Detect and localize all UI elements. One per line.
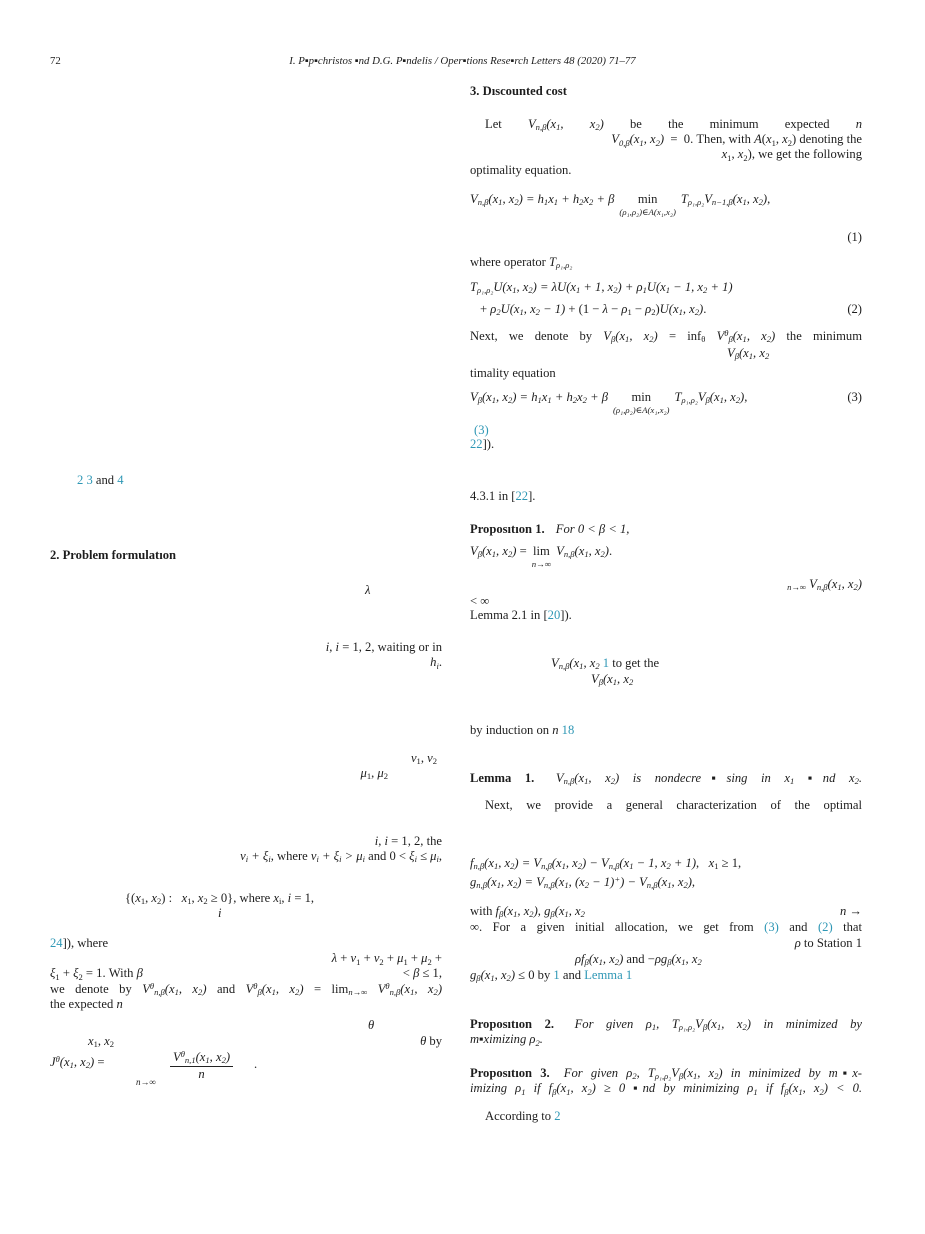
waiting-line-1: i, i = 1, 2, waiting or in bbox=[325, 640, 442, 654]
xi-beta-line bbox=[50, 966, 442, 981]
section-431-line bbox=[470, 489, 535, 504]
lemma-1-text: $V_{n,\beta}(x_1$, $x_2$) is nondecre▪sing in $x_1$ ▪nd $x_2$. bbox=[555, 771, 862, 787]
equation-3-inline-link[interactable]: (3) bbox=[764, 920, 779, 934]
xi-condition-fragment: $\nu_i + \xi_i$, where $\nu_i + \xi_i > \mu_i$ and $0 < \xi_i \le \mu_i$, bbox=[240, 849, 442, 865]
i12-fragment: i, i = 1, 2, the bbox=[374, 834, 442, 848]
proposition-3-text: For given $\rho_2$, $T_{\rho_1,\rho_2}V_\beta(x_1$, $x_2$) in minimized by m▪x- bbox=[563, 1066, 862, 1082]
theta-fragment: θ bbox=[368, 1018, 375, 1032]
section-2-heading: 2. Problem formulatıon bbox=[50, 548, 177, 562]
discounted-cost-intro-paragraph bbox=[470, 117, 862, 178]
j-equation-limit-subscript: n→∞ bbox=[136, 1077, 156, 1087]
equation-2-inline-link[interactable]: (2) bbox=[817, 920, 833, 934]
nu-fragment: $\nu_1$, $\nu_2$ bbox=[410, 751, 437, 767]
lemma-21-pre: Lemma 2.1 in [ bbox=[470, 608, 548, 622]
rho-station-line: ρ to Station 1 bbox=[794, 936, 862, 950]
intro-line-2: $V_{0,\beta}(x_1$, $x_2$) = 0. Then, with $A(x_1$, $x_2$) denoting the bbox=[611, 132, 862, 148]
min-label: min bbox=[631, 390, 652, 404]
proposition-3-line-1 bbox=[470, 1066, 862, 1081]
f-definition-equation: $f_{n,\beta}(x_1$, $x_2) = V_{n,\beta}(x_1$, $x_2) - V_{n,\beta}(x_1 - 1$, $x_2 + 1$), $x_1 \ge 1$, bbox=[470, 856, 742, 872]
theta-by-fragment: θ by bbox=[420, 1034, 442, 1048]
with-fg-left: with $f_\beta(x_1$, $x_2$), $g_\beta(x_1$, $x_2$ bbox=[470, 904, 585, 920]
section-431-pre: 4.3.1 in [ bbox=[470, 489, 516, 503]
average-cost-equation bbox=[50, 1049, 320, 1097]
expected-line: the expected n bbox=[50, 996, 123, 1011]
induction-line bbox=[470, 723, 574, 738]
allocation-text-1: ∞. For a given initial allocation, we get from bbox=[470, 920, 765, 934]
intro-line-4: optimality equation. bbox=[470, 162, 572, 177]
section-3-heading: 3. Dıscounted cost bbox=[470, 84, 567, 98]
g-definition-equation: $g_{n,\beta}(x_1$, $x_2) = V_{n,\beta}(x_1$, $(x_2 - 1)^+) - V_{n,\beta}(x_1$, $x_2$), bbox=[470, 874, 696, 891]
j-equation-lhs: $J^\theta(x_1$, $x_2$) = bbox=[50, 1054, 105, 1071]
reference-link-20[interactable]: 20 bbox=[547, 608, 561, 622]
equation-3-number: (3) bbox=[847, 390, 862, 404]
according-to-line bbox=[470, 1109, 561, 1124]
equation-3 bbox=[470, 390, 862, 414]
equation-3-reference-link[interactable]: (3) bbox=[474, 423, 489, 437]
equation-1-min-operator bbox=[619, 193, 676, 216]
allocation-paragraph bbox=[470, 903, 862, 983]
j-equation-fraction bbox=[170, 1050, 233, 1081]
gbeta-text-1: $g_\beta(x_1$, $x_2) \le 0$ by bbox=[470, 968, 554, 984]
reference-link-22b[interactable]: 22 bbox=[515, 489, 529, 503]
waiting-fragment bbox=[50, 640, 442, 670]
proposition-1-text: For 0 < β < 1, bbox=[555, 522, 630, 536]
gbeta-text-2: and bbox=[559, 968, 585, 982]
section-431-post: ]. bbox=[528, 489, 536, 503]
equation-1-rhs: $T_{\rho_1,\rho_2}V_{n-1,\beta}(x_1$, $x_2$), bbox=[680, 192, 771, 208]
lemma-21-reference-line bbox=[470, 608, 572, 623]
equation-2-continuation: + $\rho_2U(x_1$, $x_2 - 1) + (1 - \lambda - \rho_1 - \rho_2)U(x_1$, $x_2$). bbox=[480, 302, 707, 318]
limit-operator bbox=[532, 545, 551, 568]
x1x2-theta-line bbox=[50, 1034, 442, 1049]
xi-beta-left: $\xi_1 + \xi_2 = 1$. With β bbox=[50, 966, 143, 982]
running-head: I. P▪p▪christos ▪nd D.G. P▪ndelis / Oper▪tions Rese▪rch Letters 48 (2020) 71–77 bbox=[289, 55, 636, 67]
x1x2-fragment: $x_1$, $x_2$ bbox=[88, 1034, 115, 1050]
proposition-2-text: For given $\rho_1$, $T_{\rho_1,\rho_2}V_\beta(x_1$, $x_2$) in minimized by bbox=[574, 1017, 863, 1033]
min-subscript: (ρ₁,ρ₂)∈A(x₁,x₂) bbox=[613, 404, 670, 415]
timality-fragment: timality equation bbox=[470, 366, 556, 380]
min-label: min bbox=[637, 192, 658, 206]
xi-beta-right: < β ≤ 1, bbox=[402, 966, 442, 981]
ref-22-rest: ]). bbox=[482, 437, 495, 451]
lemma-1-label: Lemma 1. bbox=[470, 771, 535, 785]
reference-link-3[interactable]: 3 bbox=[86, 473, 93, 487]
denote-vbeta-line: Next, we denote by $V_\beta(x_1$, $x_2) = inf_\theta$ $V^\theta_\beta(x_1$, $x_2$) the minimum bbox=[470, 328, 862, 345]
proposition-2-line-2: m▪ximizing $\rho_2$. bbox=[470, 1032, 543, 1048]
reference-link-1b[interactable]: 1 bbox=[553, 968, 560, 982]
min-subscript: (ρ₁,ρ₂)∈A(x₁,x₂) bbox=[619, 206, 676, 217]
equation-2-line-1: $T_{\rho_1,\rho_2}U(x_1$, $x_2) = \lambda U(x_1 + 1$, $x_2) + \rho_1U(x_1 - 1$, $x_2 + 1$) bbox=[470, 280, 733, 296]
proposition-2 bbox=[470, 1017, 862, 1047]
rho-fg-line: $\rho f_\beta(x_1$, $x_2$) and $-\rho g_\beta(x_1$, $x_2$ bbox=[575, 952, 702, 968]
equation-3-rhs: $T_{\rho_1,\rho_2}V_\beta(x_1$, $x_2$), bbox=[674, 390, 748, 406]
waiting-line-2: $h_i$. bbox=[430, 655, 442, 671]
equation-1-lhs: $V_{n,\beta}(x_1$, $x_2) = h_1x_1 + h_2x_2 + \beta$ bbox=[470, 192, 615, 208]
proposition-2-label: Proposıtıon 2. bbox=[470, 1017, 555, 1031]
equation-3-lhs: $V_\beta(x_1$, $x_2) = h_1x_1 + h_2x_2 + \beta$ bbox=[470, 390, 608, 406]
reference-link-2b[interactable]: 2 bbox=[554, 1109, 561, 1123]
lemma-21-post: ]). bbox=[560, 608, 572, 622]
reference-link-24[interactable]: 24 bbox=[50, 936, 63, 950]
j-equation-period: . bbox=[254, 1057, 258, 1071]
denote-line: we denote by $V^\theta_{n,\beta}(x_1$, $x_2$) and $V^\theta_\beta(x_1$, $x_2) = \lim_{n\to\infty} V^\theta_{n,\beta}(x_1$, $x_2$) bbox=[50, 980, 443, 997]
j-fraction-denominator: n bbox=[198, 1067, 205, 1081]
prop1-equation-lhs: $V_\beta(x_1$, $x_2$) = bbox=[470, 544, 527, 560]
allocation-text-3: that bbox=[832, 920, 862, 934]
proposition-1-label: Proposıtıon 1. bbox=[470, 522, 545, 536]
vbeta-fragment: $V_\beta(x_1$, $x_2$ bbox=[727, 346, 770, 362]
initial-allocation-line bbox=[470, 919, 862, 935]
proposition-2-line-1 bbox=[470, 1017, 862, 1032]
reference-link-4[interactable]: 4 bbox=[117, 473, 124, 487]
where-operator-line: where operator $T_{\rho_1,\rho_2}$ bbox=[470, 255, 573, 271]
uniformization-paragraph bbox=[50, 936, 442, 1012]
rate-sum-line: $\lambda + \nu_1 + \nu_2 + \mu_1 + \mu_2$ + bbox=[331, 951, 442, 967]
ref-24-line bbox=[50, 936, 442, 951]
next-provide-line: Next, we provide a general characterization of the optimal bbox=[485, 798, 862, 812]
with-fg-line bbox=[470, 903, 862, 919]
citation-line-234 bbox=[77, 473, 124, 488]
proposition-3-line-2: imizing $\rho_1$ if $f_\beta(x_1$, $x_2) \ge 0$ ▪nd by minimizing $\rho_1$ if $f_\beta(x_1$, $x_2) < 0$. bbox=[470, 1081, 863, 1097]
ref-24-rest: ]), where bbox=[62, 936, 109, 950]
intro-line-1: Let $V_{n,\beta}(x_1$, $x_2$) be the minimum expected n bbox=[485, 117, 863, 133]
lemma-1-link[interactable]: Lemma 1 bbox=[584, 968, 633, 982]
induction-pre: by induction on n bbox=[470, 723, 559, 737]
intro-line-3: $x_1$, $x_2$), we get the following bbox=[721, 147, 862, 163]
j-fraction-numerator: $V^\theta_{n,1}(x_1$, $x_2$) bbox=[170, 1050, 233, 1067]
page-number: 72 bbox=[50, 55, 61, 67]
equation-2-line-2 bbox=[470, 302, 862, 317]
state-space-i-fragment: i bbox=[218, 906, 222, 920]
equation-2-number: (2) bbox=[847, 302, 862, 316]
lemma-1 bbox=[470, 771, 862, 786]
according-text: According to bbox=[485, 1109, 555, 1123]
reference-link-18[interactable]: 18 bbox=[561, 723, 575, 737]
gbeta-line bbox=[470, 967, 862, 983]
lim-label: lim bbox=[533, 544, 550, 558]
allocation-text-2: and bbox=[778, 920, 818, 934]
mu-fragment: $\mu_1$, $\mu_2$ bbox=[360, 766, 388, 782]
vbeta-fragment-2: $V_\beta(x_1$, $x_2$ bbox=[591, 672, 634, 688]
proposition-1-equation bbox=[470, 544, 612, 568]
nlim-fragment: $_{n\to\infty}$ $V_{n,\beta}(x_1$, $x_2$) bbox=[787, 577, 862, 593]
reference-link-22[interactable]: 22 bbox=[470, 437, 483, 451]
ref-eq3-line bbox=[474, 423, 489, 438]
ref-22-line bbox=[470, 437, 494, 452]
vn-rest: to get the bbox=[609, 656, 660, 670]
lim-subscript: n→∞ bbox=[531, 558, 552, 569]
state-space-fragment: {($x_1$, $x_2$) : $x_1$, $x_2 \ge 0$}, where $x_i$, i = 1, bbox=[125, 891, 315, 907]
reference-link-2[interactable]: 2 bbox=[77, 473, 84, 487]
vn-math: $V_{n,\beta}(x_1$, $x_2$ bbox=[551, 656, 600, 672]
less-than-infinity-fragment: < ∞ bbox=[470, 594, 490, 608]
equation-3-min-operator bbox=[613, 391, 670, 414]
with-fg-right: n → bbox=[839, 904, 862, 918]
lambda-fragment: λ bbox=[365, 583, 371, 597]
citation-and-text: and bbox=[92, 473, 118, 487]
proposition-3 bbox=[470, 1066, 862, 1096]
equation-1 bbox=[470, 192, 862, 216]
vn-get-the-fragment bbox=[551, 656, 659, 671]
proposition-1 bbox=[470, 522, 629, 537]
equation-1-number: (1) bbox=[847, 230, 862, 244]
proposition-3-label: Proposıtıon 3. bbox=[470, 1066, 550, 1080]
reference-link-1[interactable]: 1 bbox=[602, 656, 610, 670]
prop1-equation-rhs: $V_{n,\beta}(x_1$, $x_2$). bbox=[556, 544, 613, 560]
